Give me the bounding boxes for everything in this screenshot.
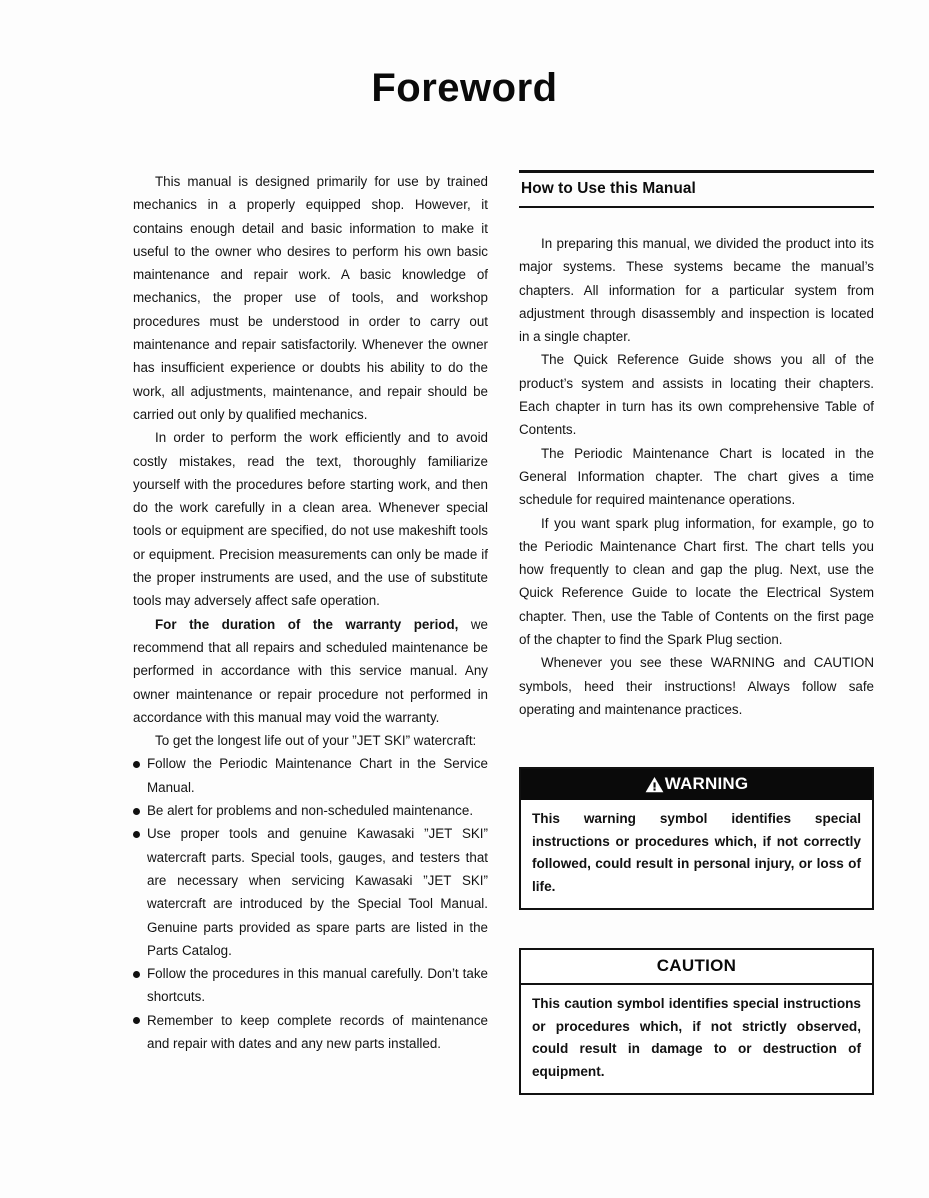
list-item — [133, 1009, 488, 1056]
bullet-dot-icon — [133, 1017, 140, 1024]
paragraph-warning-caution-symbols: Whenever you see these WARNING and CAUTION symbols, heed their instructions! Always follow safe operating and maintenance practices. — [519, 655, 874, 717]
maintenance-bullet-list — [133, 752, 488, 1055]
warranty-bold-lead: For the duration of the warranty period, — [155, 616, 459, 632]
list-item — [133, 962, 488, 1009]
caution-box-body — [521, 985, 872, 1093]
list-item-text: Be alert for problems and non-scheduled maintenance. — [147, 803, 474, 819]
page-title: Foreword — [371, 66, 558, 110]
bullet-dot-icon — [133, 761, 140, 768]
warning-box-heading-text: WARNING — [664, 774, 749, 794]
warning-box-body-text: This warning symbol identifies special instructions or procedures which, if not correctly followed, could result in personal injury, or loss of life. — [532, 811, 861, 894]
warning-box — [519, 767, 874, 910]
list-item-text: Remember to keep complete records of maintenance and repair with dates and any new parts installed. — [147, 1012, 488, 1051]
right-column — [519, 170, 874, 1095]
paragraph-major-systems: In preparing this manual, we divided the product into its major systems. These systems became the manual’s chapters. All information for a particular system from adjustment through disassembly and inspection is located in a single chapter. — [519, 236, 874, 345]
caution-box — [519, 948, 874, 1095]
spacer — [519, 910, 874, 948]
bullet-dot-icon — [133, 971, 140, 978]
list-item — [133, 799, 488, 822]
list-item-text: Follow the Periodic Maintenance Chart in the Service Manual. — [147, 756, 488, 795]
list-item — [133, 752, 488, 799]
paragraph-work-efficiently: In order to perform the work efficiently and to avoid costly mistakes, read the text, thoroughly familiarize yourself with the procedures before starting work, and then do the work carefully in a clean area. Whenever special tools or equipment are specified, do not use makeshift tools or equipment. Precision measurements can only be made if the proper instruments are used, and the use of substitute tools may adversely affect safe operation. — [133, 430, 488, 609]
spacer — [519, 721, 874, 767]
warning-triangle-icon — [645, 776, 664, 793]
caution-box-header: CAUTION — [521, 950, 872, 985]
warning-box-body — [521, 800, 872, 908]
two-column-body — [133, 170, 875, 1095]
bullet-dot-icon — [133, 808, 140, 815]
bullet-dot-icon — [133, 831, 140, 838]
left-column — [133, 170, 488, 1095]
list-item — [133, 822, 488, 962]
warranty-rest: we recommend that all repairs and scheduled maintenance be performed in accordance with this service manual. Any owner maintenance or repair procedure not performed in accordance with this manual may void the warranty. — [133, 616, 489, 725]
spacer — [519, 208, 874, 232]
list-item-text: Use proper tools and genuine Kawasaki ”JET SKI” watercraft parts. Special tools, gauges, and testers that are necessary when servicing Kawasaki ”JET SKI” watercraft are introduced by the Special Tool Manual. Genuine parts provided as spare parts are listed in the Parts Catalog. — [147, 826, 488, 958]
paragraph-spark-plug-example: If you want spark plug information, for example, go to the Periodic Maintenance Chart first. The chart tells you how frequently to clean and gap the plug. Next, use the Quick Reference Guide to locate the Electrical System chapter. Then, use the Table of Contents on the first page of the chapter to find the Spark Plug section. — [519, 515, 874, 648]
list-item-text: Follow the procedures in this manual carefully. Don’t take shortcuts. — [147, 966, 488, 1005]
paragraph-intro-purpose: This manual is designed primarily for use by trained mechanics in a properly equipped shop. However, it contains enough detail and basic information to make it useful to the owner who desires to perform his own basic maintenance and repair work. A basic knowledge of mechanics, the proper use of tools, and workshop procedures must be understood in order to carry out maintenance and repair satisfactorily. Whenever the owner has insufficient experience or doubts his ability to do the work, all adjustments, maintenance, and repair should be carried out only by qualified mechanics. — [133, 174, 488, 422]
paragraph-list-intro: To get the longest life out of your ”JET SKI” watercraft: — [155, 733, 477, 749]
paragraph-periodic-maintenance-chart: The Periodic Maintenance Chart is located in the General Information chapter. The chart gives a time schedule for required maintenance operations. — [519, 445, 874, 508]
section-header-title: How to Use this Manual — [521, 179, 696, 197]
warning-box-header — [521, 769, 872, 800]
caution-box-body-text: This caution symbol identifies special instructions or procedures which, if not strictly observed, could result in damage to or destruction of equipment. — [532, 996, 861, 1079]
paragraph-warranty — [133, 613, 488, 729]
section-header-how-to-use — [519, 170, 874, 208]
paragraph-quick-reference-guide: The Quick Reference Guide shows you all of the product’s system and assists in locating their chapters. Each chapter in turn has its own comprehensive Table of Contents. — [519, 352, 874, 438]
